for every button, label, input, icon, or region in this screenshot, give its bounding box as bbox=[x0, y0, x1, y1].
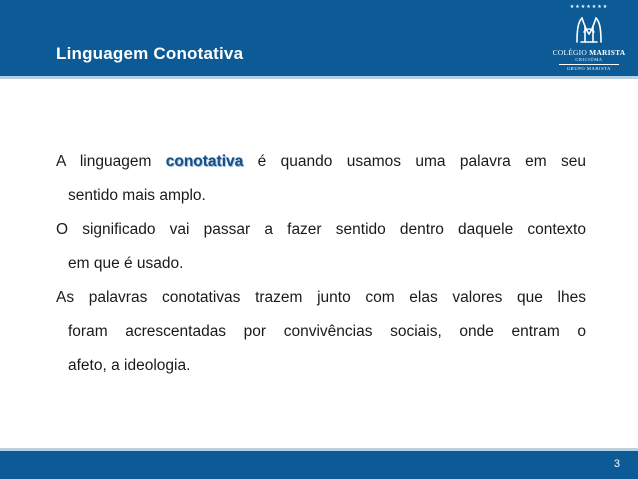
paragraph-3-line-3: afeto, a ideologia. bbox=[68, 357, 191, 374]
logo-city: CRICIÚMA bbox=[575, 57, 603, 62]
logo-divider bbox=[559, 64, 619, 65]
paragraph-3-line-2: foram acrescentadas por convivências sociais, onde entram o bbox=[68, 323, 586, 340]
slide-body bbox=[56, 145, 586, 383]
footer-band bbox=[0, 451, 638, 479]
page-number: 3 bbox=[613, 458, 620, 470]
paragraph-1-line-2: sentido mais amplo. bbox=[68, 187, 206, 204]
highlight-conotativa: conotativa bbox=[165, 153, 244, 170]
marista-monogram-icon bbox=[571, 12, 607, 48]
header-accent-line bbox=[0, 76, 638, 79]
paragraph-1 bbox=[56, 145, 586, 179]
slide-title: Linguagem Conotativa bbox=[56, 44, 244, 63]
paragraph-2: O significado vai passar a fazer sentido dentro daquele contexto bbox=[56, 221, 586, 238]
logo-group: GRUPO MARISTA bbox=[566, 66, 612, 71]
paragraph-1-text-a: A linguagem bbox=[56, 153, 166, 170]
colegio-marista-logo bbox=[545, 4, 633, 74]
paragraph-3: As palavras conotativas trazem junto com elas valores que lhes bbox=[56, 289, 586, 306]
paragraph-2-line-2: em que é usado. bbox=[68, 255, 184, 272]
logo-name: COLÉGIO MARISTA bbox=[552, 48, 626, 57]
logo-stars: ★★★★★★★ bbox=[569, 4, 609, 10]
paragraph-1-text-b: é quando usamos uma palavra em seu bbox=[243, 153, 586, 170]
header-band bbox=[0, 0, 638, 76]
